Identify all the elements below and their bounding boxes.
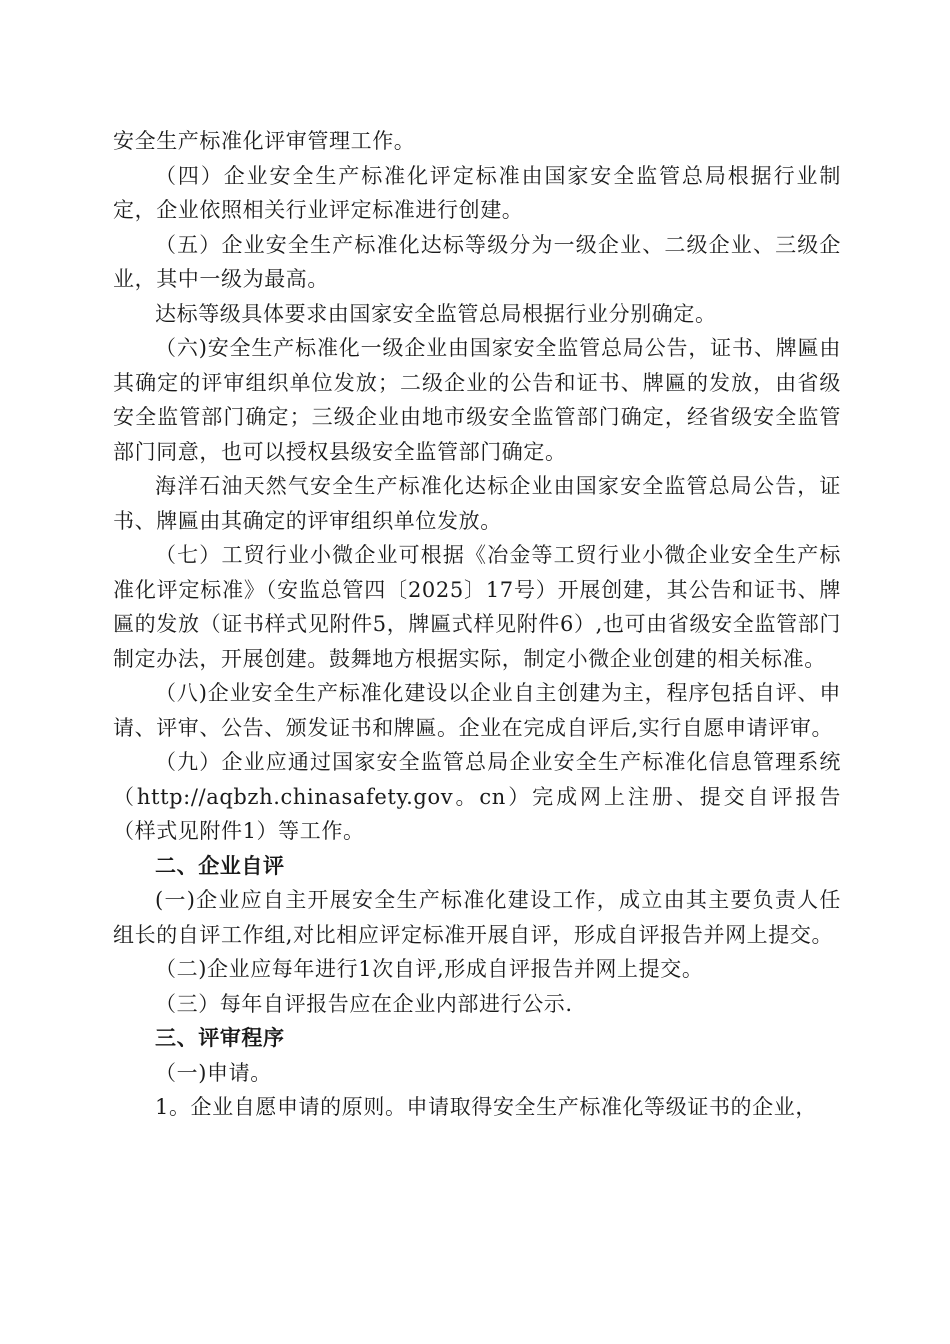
section-heading: 三、评审程序: [155, 1026, 285, 1050]
paragraph: （八)企业安全生产标准化建设以企业自主创建为主，程序包括自评、申请、评审、公告、颁发证书和牌匾。企业在完成自评后,实行自愿申请评审。: [113, 681, 841, 740]
paragraph: 达标等级具体要求由国家安全监管总局根据行业分别确定。: [155, 301, 717, 326]
paragraph: （五）企业安全生产标准化达标等级分为一级企业、二级企业、三级企业，其中一级为最高。: [113, 232, 841, 291]
paragraph: （二)企业应每年进行1次自评,形成自评报告并网上提交。: [155, 957, 704, 981]
document-body: [113, 124, 841, 1125]
paragraph: 安全生产标准化评审管理工作。: [113, 129, 416, 153]
paragraph: （九）企业应通过国家安全监管总局企业安全生产标准化信息管理系统（http://aqbzh.chinasafety.gov。cn）完成网上注册、提交自评报告（样式见附件1）等工作。: [113, 750, 841, 843]
section-heading: 二、企业自评: [155, 853, 285, 878]
paragraph: （三）每年自评报告应在企业内部进行公示.: [155, 991, 573, 1016]
paragraph: 1。企业自愿申请的原则。申请取得安全生产标准化等级证书的企业，: [155, 1095, 817, 1119]
paragraph: （七）工贸行业小微企业可根据《冶金等工贸行业小微企业安全生产标准化评定标准》（安监总管四〔2025〕17号）开展创建，其公告和证书、牌匾的发放（证书样式见附件5，牌匾式样见附件6）,也可由省级安全监管部门制定办法，开展创建。鼓舞地方根据实际，制定小微企业创建的相关标准。: [113, 543, 841, 671]
paragraph: 海洋石油天然气安全生产标准化达标企业由国家安全监管总局公告，证书、牌匾由其确定的评审组织单位发放。: [113, 474, 841, 533]
paragraph: （六)安全生产标准化一级企业由国家安全监管总局公告，证书、牌匾由其确定的评审组织单位发放；二级企业的公告和证书、牌匾的发放，由省级安全监管部门确定；三级企业由地市级安全监管部门确定，经省级安全监管部门同意，也可以授权县级安全监管部门确定。: [113, 336, 841, 464]
paragraph: （一)申请。: [155, 1060, 272, 1085]
paragraph: (一)企业应自主开展安全生产标准化建设工作，成立由其主要负责人任组长的自评工作组,对比相应评定标准开展自评，形成自评报告并网上提交。: [113, 888, 841, 947]
paragraph: （四）企业安全生产标准化评定标准由国家安全监管总局根据行业制定，企业依照相关行业评定标准进行创建。: [113, 163, 841, 222]
